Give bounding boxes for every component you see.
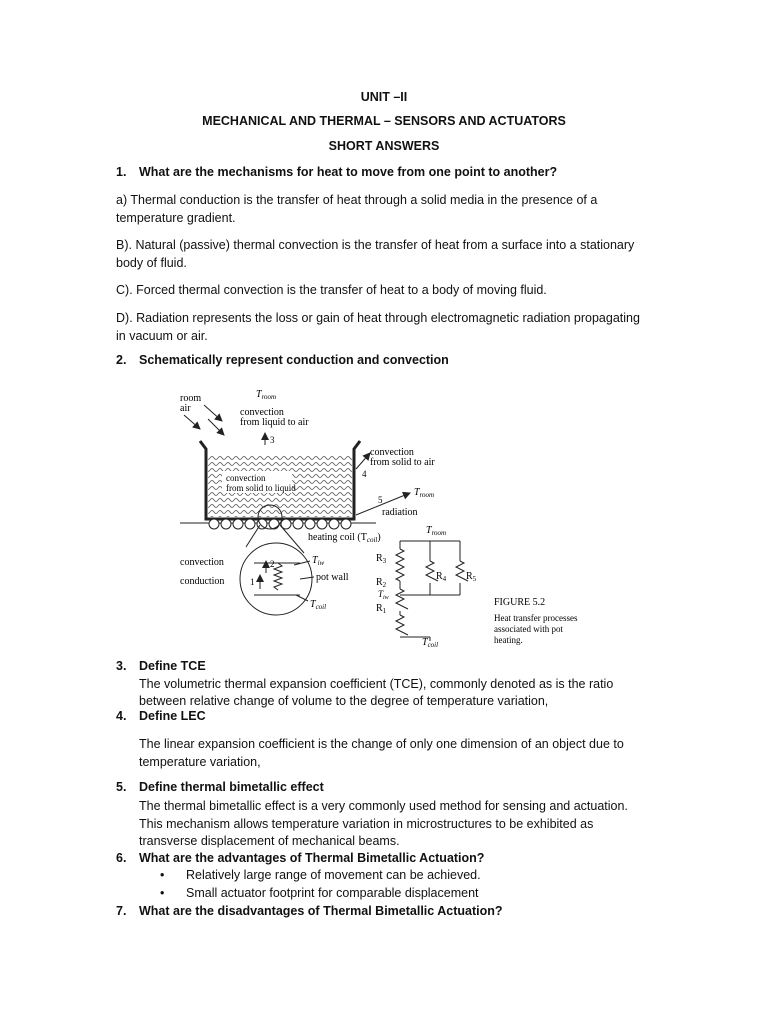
answer-3-line1: The volumetric thermal expansion coefficient (TCE), commonly denoted as is the ratio [139,677,614,691]
question-7: What are the disadvantages of Thermal Bimetallic Actuation? [139,904,503,918]
t-room-top: $T_{room}$ [256,389,277,401]
label-5: 5 [378,495,383,505]
answer-4-line1: The linear expansion coefficient is the change of only one dimension of an object due to [139,737,624,751]
pot-wall-label: pot wall [316,572,349,583]
conv-solid-liquid-1: convection [226,473,266,483]
figure-caption-2: associated with pot [494,624,563,634]
answer-1a-line2: temperature gradient. [116,211,236,225]
answer-1b-line1: B). Natural (passive) thermal convection is the transfer of heat from a surface into a stationary [116,238,635,252]
unit-heading: UNIT –II [360,90,408,104]
question-number: 2. [116,353,127,367]
question-6: What are the advantages of Thermal Bimetallic Actuation? [139,851,485,865]
section-subtitle: SHORT ANSWERS [328,139,440,153]
conv-solid-air-1: convection [370,447,414,458]
room-air-label-2: air [180,403,191,414]
figure-caption-3: heating. [494,635,523,645]
answer-1c: C). Forced thermal convection is the transfer of heat to a body of moving fluid. [116,283,547,297]
conduction-label: conduction [180,576,225,587]
r2-label: $R_2$ [376,577,387,589]
question-4: Define LEC [139,709,206,723]
r1-label: $R_1$ [376,603,387,615]
question-3: Define TCE [139,659,206,673]
question-number: 6. [116,851,127,865]
arrow-4 [356,453,370,469]
conv-solid-air-2: from solid to air [370,457,435,468]
answer-1b-line2: body of fluid. [116,256,187,270]
conv-liquid-air-1: convection [240,407,284,418]
answer-5-line1: The thermal bimetallic effect is a very commonly used method for sensing and actuation. [139,799,628,813]
r3-label: $R_3$ [376,553,387,565]
answer-5-line2: This mechanism allows temperature variation in microstructures to be exhibited as [139,817,594,831]
room-air-label: room [180,393,202,404]
t-coil-label: $T_{coil}$ [310,599,327,611]
answer-1d-line1: D). Radiation represents the loss or gain of heat through electromagnetic radiation propagating [116,311,640,325]
label-4: 4 [362,469,367,479]
bullet-icon: • [160,886,165,900]
t-iw-circuit: $T_{iw}$ [378,589,389,601]
answer-3-line2: between relative change of volume to the degree of temperature variation, [139,694,549,708]
conv-liquid-air-2: from liquid to air [240,417,309,428]
answer-4-line2: temperature variation, [139,755,261,769]
question-2: Schematically represent conduction and convection [139,353,449,367]
answer-5-line3: transverse displacement of mechanical beams. [139,834,400,848]
convection-label: convection [180,557,224,568]
question-number: 3. [116,659,127,673]
question-1: What are the mechanisms for heat to move from one point to another? [139,165,558,179]
resistor-network [396,541,468,641]
figure-caption-1: Heat transfer processes [494,613,578,623]
conv-solid-liquid-2: from solid to liquid [226,483,296,493]
answer-1a-line1: a) Thermal conduction is the transfer of heat through a solid media in the presence of a [116,193,598,207]
document-title: MECHANICAL AND THERMAL – SENSORS AND ACTUATORS [202,114,566,128]
question-number: 7. [116,904,127,918]
advantage-1: Relatively large range of movement can be achieved. [186,868,481,882]
question-number: 5. [116,780,127,794]
figure-title: FIGURE 5.2 [494,597,546,608]
radiation-label: radiation [382,507,418,518]
advantage-2: Small actuator footprint for comparable displacement [186,886,479,900]
answer-1d-line2: in vacuum or air. [116,329,208,343]
heat-transfer-figure [170,383,610,655]
r4-label: $R_4$ [436,571,447,583]
bullet-icon: • [160,868,165,882]
question-number: 1. [116,165,127,179]
heating-coil-label: heating coil $(T_{coil})$ [308,532,381,544]
r5-label: $R_5$ [466,571,477,583]
circuit-t-room: $T_{room}$ [426,525,447,537]
t-room-right: $T_{room}$ [414,487,435,499]
circuit-t-coil: $T_{coil}$ [422,637,439,649]
question-5: Define thermal bimetallic effect [139,780,324,794]
t-iw-label: $T_{iw}$ [312,555,325,567]
question-number: 4. [116,709,127,723]
label-3: 3 [270,435,275,445]
label-2: 2 [270,559,275,569]
label-1: 1 [250,577,255,587]
